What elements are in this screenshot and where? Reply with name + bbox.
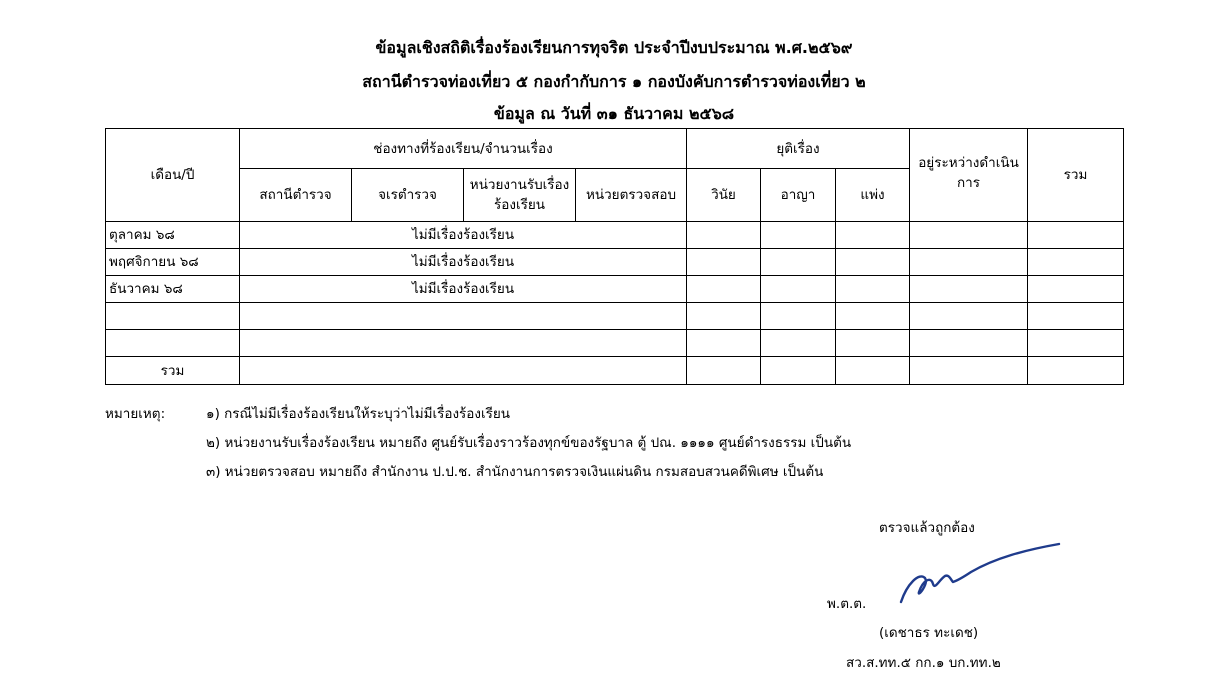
header-closed-criminal: อาญา <box>761 169 836 222</box>
row-channel-note: ไม่มีเรื่องร้องเรียน <box>240 249 687 276</box>
verified-text: ตรวจแล้วถูกต้อง <box>879 520 975 536</box>
table-row <box>106 249 1124 276</box>
header-channel-police-station: สถานีตำรวจ <box>240 169 352 222</box>
row-channel-note: ไม่มีเรื่องร้องเรียน <box>240 276 687 303</box>
total-label: รวม <box>106 357 240 385</box>
row-month <box>106 303 240 330</box>
table-row <box>106 303 1124 330</box>
header-channel-audit-agency: หน่วยตรวจสอบ <box>576 169 687 222</box>
note-item: ๒) หน่วยงานรับเรื่องร้องเรียน หมายถึง ศูนย์รับเรื่องราวร้องทุกข์ของรัฐบาล ตู้ ปณ. ๑๑๑๑ ศูนย์ดำรงธรรม เป็นต้น <box>206 435 852 451</box>
row-channel-note <box>240 330 687 357</box>
header-channel-complaint-agency: หน่วยงานรับเรื่องร้องเรียน <box>464 169 576 222</box>
table-row <box>106 222 1124 249</box>
table-row <box>106 330 1124 357</box>
note-item: ๑) กรณีไม่มีเรื่องร้องเรียนให้ระบุว่าไม่มีเรื่องร้องเรียน <box>206 406 511 422</box>
header-in-progress: อยู่ระหว่างดำเนินการ <box>910 129 1028 222</box>
signer-rank: พ.ต.ต. <box>827 596 867 612</box>
row-month: ตุลาคม ๖๘ <box>106 222 240 249</box>
signer-name: (เดชาธร ทะเดช) <box>879 625 979 641</box>
header-closed-civil: แพ่ง <box>836 169 910 222</box>
notes-label: หมายเหตุ: <box>105 406 166 422</box>
complaint-statistics-table <box>105 128 1124 385</box>
row-month <box>106 330 240 357</box>
header-channel-inspector: จเรตำรวจ <box>352 169 464 222</box>
report-subtitle-unit: สถานีตำรวจท่องเที่ยว ๕ กองกำกับการ ๑ กองบังคับการตำรวจท่องเที่ยว ๒ <box>362 72 866 91</box>
row-month: พฤศจิกายน ๖๘ <box>106 249 240 276</box>
header-month: เดือน/ปี <box>106 129 240 222</box>
row-channel-note: ไม่มีเรื่องร้องเรียน <box>240 222 687 249</box>
header-row-1 <box>106 129 1124 169</box>
report-date: ข้อมูล ณ วันที่ ๓๑ ธันวาคม ๒๕๖๘ <box>493 104 735 123</box>
note-item: ๓) หน่วยตรวจสอบ หมายถึง สำนักงาน ป.ป.ช. สำนักงานการตรวจเงินแผ่นดิน กรมสอบสวนคดีพิเศษ เป็นต้น <box>206 464 824 480</box>
total-row <box>106 357 1124 385</box>
row-month: ธันวาคม ๖๘ <box>106 276 240 303</box>
header-closed: ยุติเรื่อง <box>687 129 910 169</box>
signer-position: สว.ส.ทท.๕ กก.๑ บก.ทท.๒ <box>846 655 1001 671</box>
header-channels: ช่องทางที่ร้องเรียน/จำนวนเรื่อง <box>240 129 687 169</box>
report-title: ข้อมูลเชิงสถิติเรื่องร้องเรียนการทุจริต ประจำปีงบประมาณ พ.ศ.๒๕๖๙ <box>375 38 853 57</box>
table-row <box>106 276 1124 303</box>
row-channel-note <box>240 303 687 330</box>
handwritten-signature <box>895 536 1065 608</box>
header-closed-discipline: วินัย <box>687 169 761 222</box>
header-total: รวม <box>1028 129 1124 222</box>
